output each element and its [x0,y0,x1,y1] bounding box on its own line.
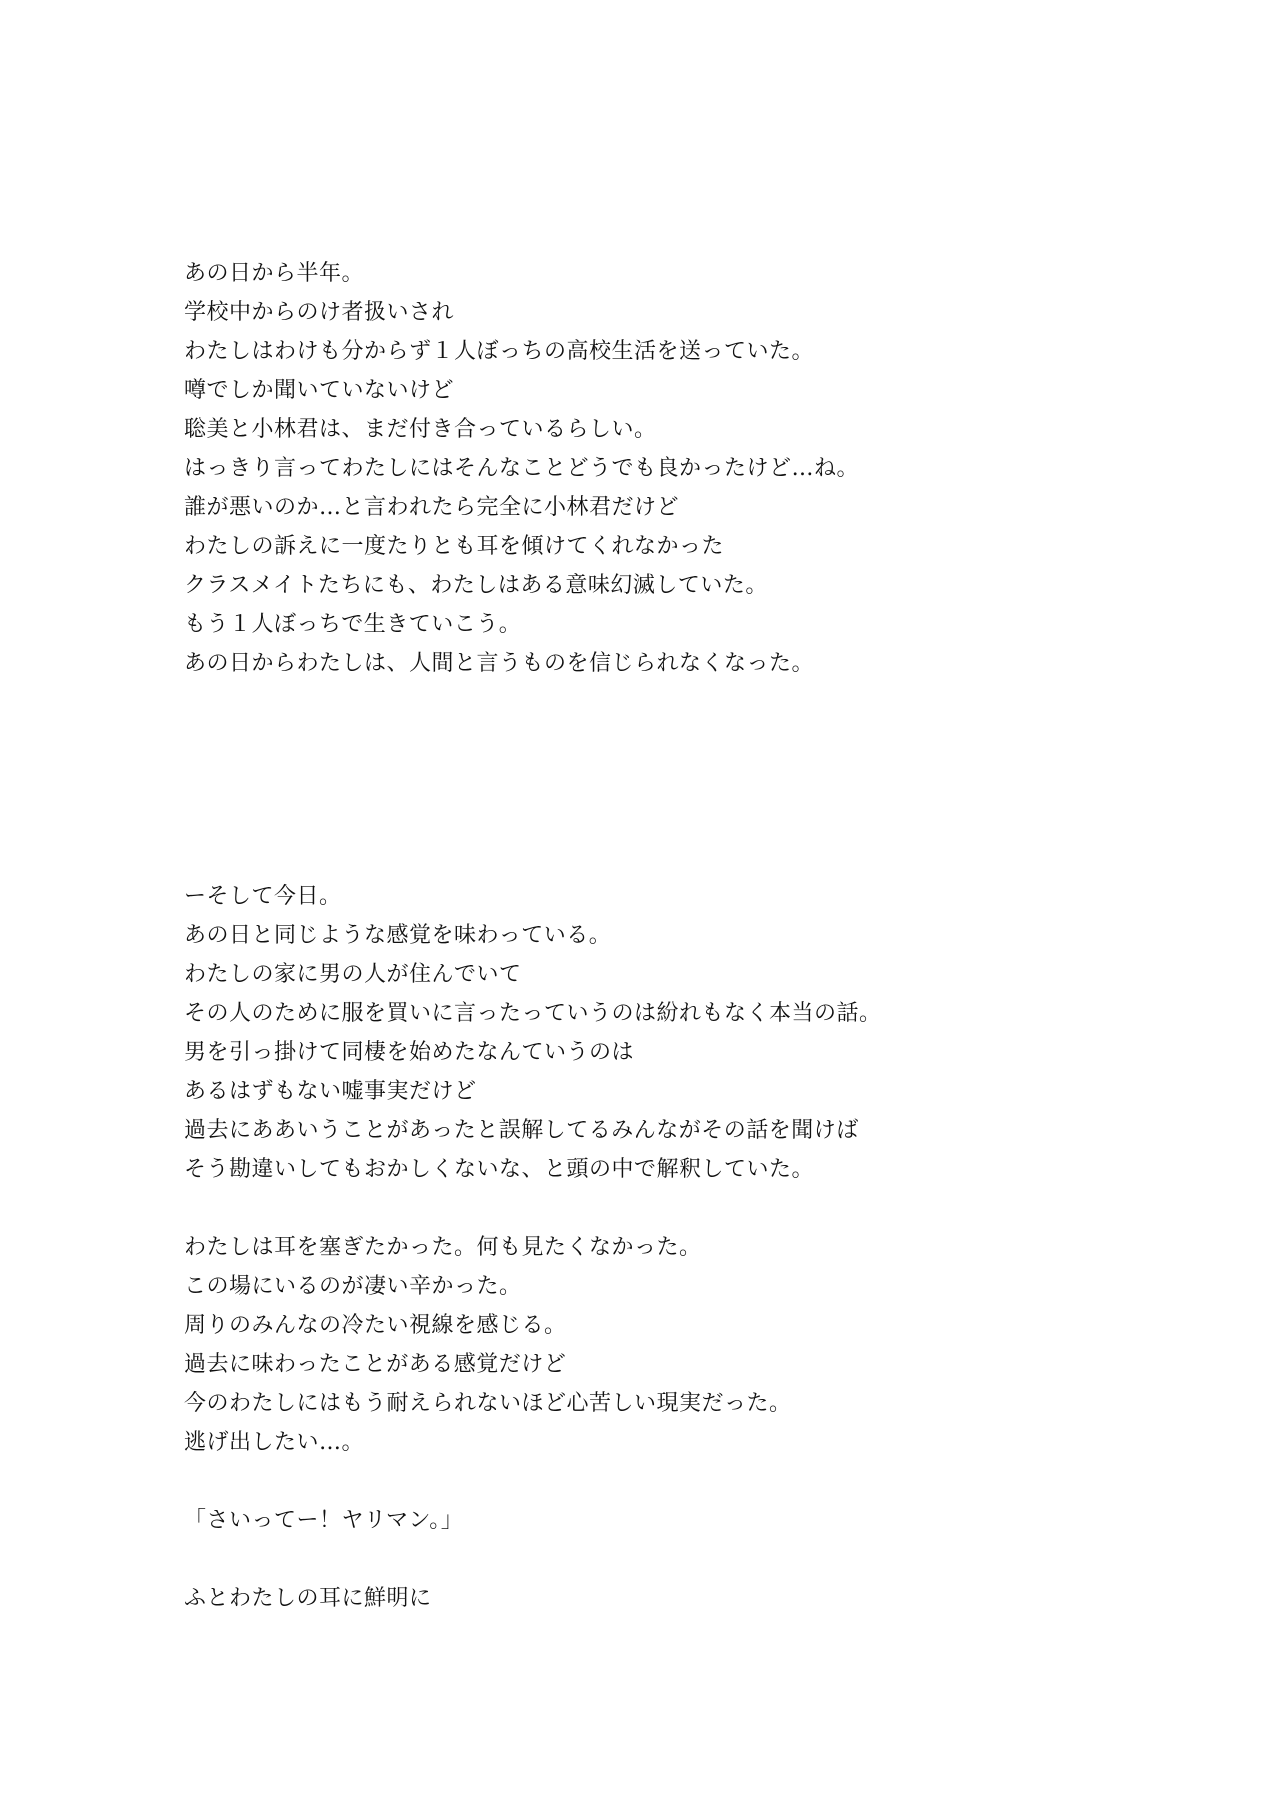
text-line: 誰が悪いのか…と言われたら完全に小林君だけど [184,495,680,520]
paragraph-gap [184,1189,1184,1228]
text-line: この場にいるのが凄い辛かった。 [184,1274,522,1299]
text-line: あの日からわたしは、人間と言うものを信じられなくなった。 [184,651,815,676]
text-line: わたしの家に男の人が住んでいて [184,962,522,987]
text-line: はっきり言ってわたしにはそんなことどうでも良かったけど…ね。 [184,456,860,481]
text-block-2 [184,877,1184,1618]
text-line: あの日と同じような感覚を味わっている。 [184,923,612,948]
text-line: その人のために服を買いに言ったっていうのは紛れもなく本当の話。 [184,1001,882,1026]
dialogue-line: 「さいってー！ヤリマン。」 [184,1508,464,1533]
paragraph-gap [184,1540,1184,1579]
text-line: ふとわたしの耳に鮮明に [184,1586,432,1611]
text-line: 逃げ出したい…。 [184,1430,365,1455]
text-line: 男を引っ掛けて同棲を始めたなんていうのは [184,1040,635,1065]
text-block-1 [184,254,1184,683]
text-line: クラスメイトたちにも、わたしはある意味幻滅していた。 [184,573,768,598]
text-line: わたしは耳を塞ぎたかった。何も見たくなかった。 [184,1235,702,1260]
text-line: ーそして今日。 [184,884,342,909]
text-line: わたしの訴えに一度たりとも耳を傾けてくれなかった [184,534,725,559]
text-line: 過去に味わったことがある感覚だけど [184,1352,567,1377]
text-line: 噂でしか聞いていないけど [184,378,455,403]
text-line: 学校中からのけ者扱いされ [184,300,455,325]
paragraph-gap [184,1462,1184,1501]
text-line: そう勘違いしてもおかしくないな、と頭の中で解釈していた。 [184,1157,815,1182]
text-line: あるはずもない嘘事実だけど [184,1079,477,1104]
text-line: 聡美と小林君は、まだ付き合っているらしい。 [184,417,657,442]
text-line: あの日から半年。 [184,261,365,286]
text-line: 過去にああいうことがあったと誤解してるみんながその話を聞けば [184,1118,859,1143]
text-line: わたしはわけも分からず１人ぼっちの高校生活を送っていた。 [184,339,815,364]
text-line: 周りのみんなの冷たい視線を感じる。 [184,1313,567,1338]
text-line: もう１人ぼっちで生きていこう。 [184,612,522,637]
text-line: 今のわたしにはもう耐えられないほど心苦しい現実だった。 [184,1391,792,1416]
